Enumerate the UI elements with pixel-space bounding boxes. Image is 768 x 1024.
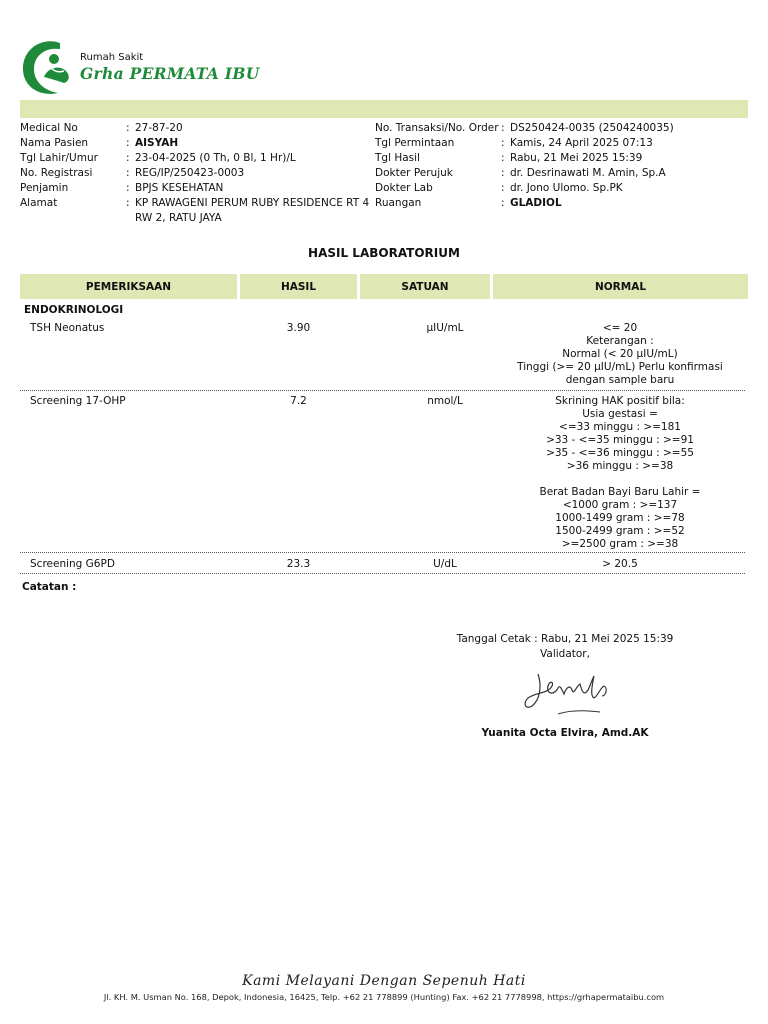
info-label: Tgl Permintaan (375, 137, 455, 149)
info-label: No. Registrasi (20, 167, 93, 179)
info-label: Penjamin (20, 182, 69, 194)
info-colon: : (501, 167, 505, 179)
room-value: GLADIOL (510, 197, 562, 209)
header-band (20, 100, 748, 118)
info-row (375, 181, 748, 196)
info-colon: : (126, 167, 130, 179)
patient-name: AISYAH (135, 137, 179, 149)
info-label: Tgl Lahir/Umur (20, 152, 98, 164)
info-label: No. Transaksi/No. Order (375, 122, 499, 134)
info-value: REG/IP/250423-0003 (135, 167, 245, 179)
patient-info-right (375, 121, 748, 211)
header-hasil: HASIL (240, 274, 357, 299)
test-result: 3.90 (286, 322, 311, 334)
info-row (20, 136, 370, 151)
table-row (20, 395, 745, 553)
table-row (20, 322, 745, 391)
handwritten-signature-icon (518, 666, 618, 718)
info-row (20, 166, 370, 181)
header-normal: NORMAL (493, 274, 748, 299)
info-value: Kamis, 24 April 2025 07:13 (510, 137, 653, 149)
info-colon: : (501, 182, 505, 194)
info-value: DS250424-0035 (2504240035) (510, 122, 674, 134)
info-colon: : (126, 137, 130, 149)
info-value: dr. Jono Ulomo. Sp.PK (510, 182, 623, 194)
info-colon: : (126, 152, 130, 164)
info-value: 27-87-20 (135, 122, 183, 134)
test-normal: Skrining HAK positif bila: Usia gestasi = <=33 minggu : >=181 >33 - <=35 minggu : >=91 >35 - <=36 minggu : >=55 >36 minggu : >=38 Berat Badan Bayi Baru Lahir = <1000 gram : >=137 1000-1499 gram : >=78 1500-2499 gram : >=52 >=2500 gram : >=38 (539, 395, 701, 550)
table-row (20, 558, 745, 574)
patient-info-left (20, 121, 370, 226)
info-colon: : (126, 122, 130, 134)
info-value: Rabu, 21 Mei 2025 15:39 (510, 152, 643, 164)
hospital-name: Grha PERMATA IBU (80, 64, 260, 83)
info-row (20, 121, 370, 136)
test-name: Screening G6PD (30, 558, 115, 570)
info-label: Tgl Hasil (375, 152, 420, 164)
section-title: ENDOKRINOLOGI (24, 304, 124, 316)
test-unit: µIU/mL (426, 322, 464, 334)
page-title: HASIL LABORATORIUM (308, 246, 460, 260)
test-normal: <= 20 Keterangan : Normal (< 20 µIU/mL) Tinggi (>= 20 µIU/mL) Perlu konfirmasi dengan sample baru (517, 322, 723, 386)
hospital-logo-icon (20, 37, 76, 97)
test-normal: > 20.5 (602, 558, 638, 570)
header-satuan: SATUAN (360, 274, 490, 299)
info-row (20, 151, 370, 166)
footer-address: Jl. KH. M. Usman No. 168, Depok, Indonesia, 16425, Telp. +62 21 778899 (Hunting) Fax. +62 21 7778998, https://grhapermataibu.com (103, 992, 665, 1002)
signer-name: Yuanita Octa Elvira, Amd.AK (481, 727, 649, 739)
info-label: Alamat (20, 197, 58, 209)
test-unit: nmol/L (427, 395, 463, 407)
info-row (375, 151, 748, 166)
info-row (375, 136, 748, 151)
test-unit: U/dL (433, 558, 457, 570)
info-colon: : (501, 197, 505, 209)
notes-label: Catatan : (22, 581, 77, 593)
table-header (20, 274, 748, 299)
header-pemeriksaan: PEMERIKSAAN (20, 274, 237, 299)
info-colon: : (501, 137, 505, 149)
test-result: 7.2 (290, 395, 307, 407)
info-row (375, 121, 748, 136)
info-row (375, 196, 748, 211)
info-label: Dokter Perujuk (375, 167, 453, 179)
info-label: Medical No (20, 122, 78, 134)
info-row (20, 196, 370, 226)
info-label: Nama Pasien (20, 137, 89, 149)
test-name: Screening 17-OHP (30, 395, 126, 407)
info-value: 23-04-2025 (0 Th, 0 Bl, 1 Hr)/L (135, 152, 296, 164)
info-row (20, 181, 370, 196)
footer-motto: Kami Melayani Dengan Sepenuh Hati (242, 973, 526, 989)
info-colon: : (501, 122, 505, 134)
test-name: TSH Neonatus (30, 322, 105, 334)
info-value: BPJS KESEHATAN (135, 182, 224, 194)
signature-block (440, 632, 690, 662)
info-label: Ruangan (375, 197, 422, 209)
info-label: Dokter Lab (375, 182, 433, 194)
info-colon: : (126, 197, 130, 209)
info-colon: : (501, 152, 505, 164)
validator-label: Validator, (540, 648, 590, 660)
test-result: 23.3 (286, 558, 311, 570)
info-value: dr. Desrinawati M. Amin, Sp.A (510, 167, 666, 179)
hospital-prefix: Rumah Sakit (80, 52, 144, 63)
info-row (375, 166, 748, 181)
info-colon: : (126, 182, 130, 194)
print-date: Tanggal Cetak : Rabu, 21 Mei 2025 15:39 (456, 633, 674, 645)
address-value: KP RAWAGENI PERUM RUBY RESIDENCE RT 4 RW 2, RATU JAYA (135, 197, 370, 224)
